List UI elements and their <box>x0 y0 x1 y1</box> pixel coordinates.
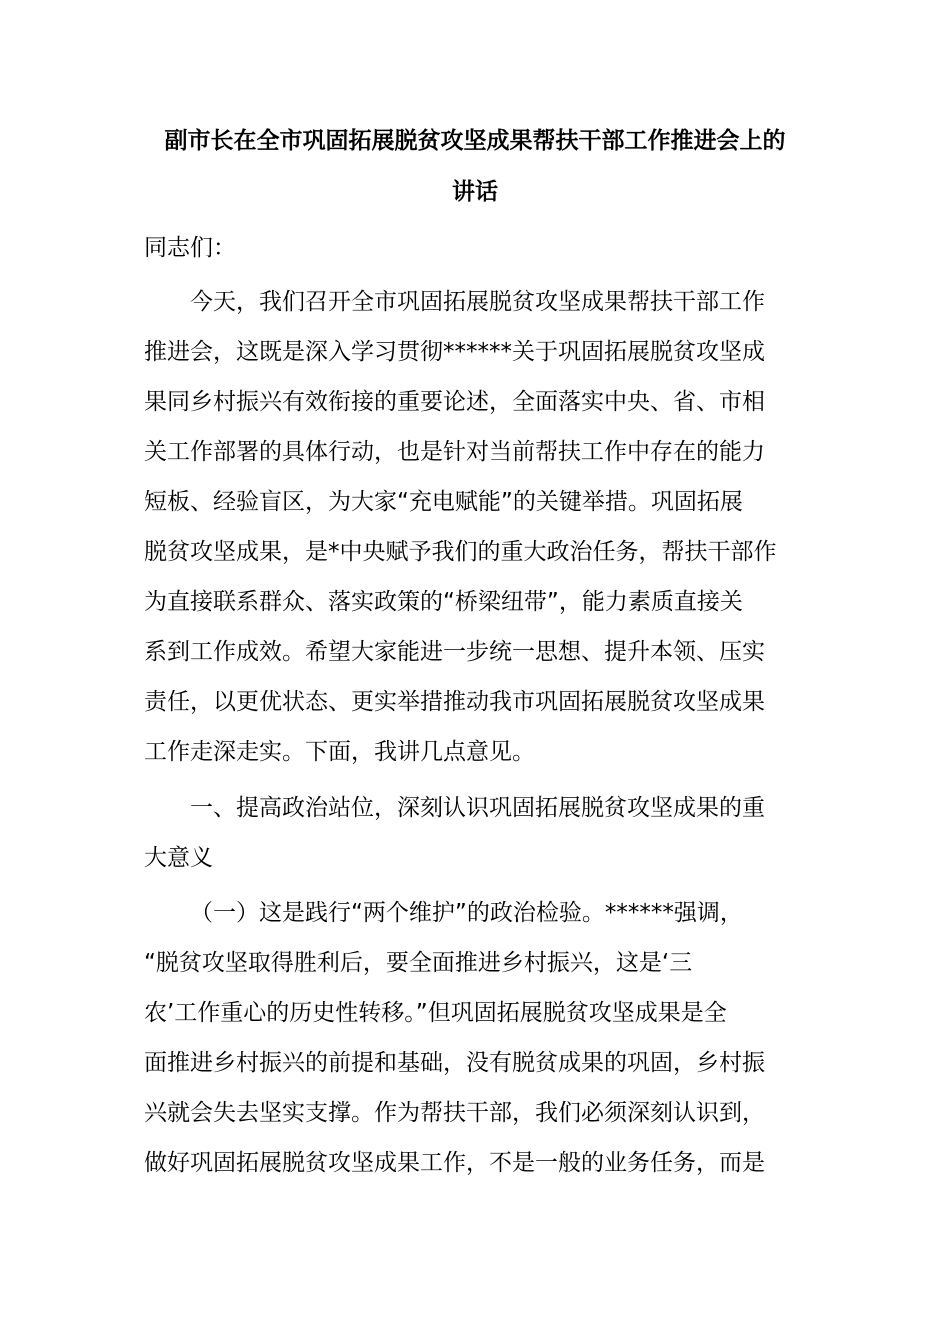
paragraph-2-line: “脱贫攻坚取得胜利后，要全面推进乡村振兴，这是‘三 <box>144 950 693 976</box>
salutation: 同志们： <box>144 235 236 261</box>
paragraph-2-line: 农’工作重心的历史性转移。”但巩固拓展脱贫攻坚成果是全 <box>144 1000 727 1026</box>
paragraph-1-line: 系到工作成效。希望大家能进一步统一思想、提升本领、压实 <box>144 639 765 665</box>
paragraph-1-line: 今天，我们召开全市巩固拓展脱贫攻坚成果帮扶干部工作 <box>190 289 765 315</box>
document-title-line-2: 讲话 <box>452 179 498 205</box>
paragraph-1-line: 关工作部署的具体行动，也是针对当前帮扶工作中存在的能力 <box>144 439 765 465</box>
paragraph-1-line: 工作走深走实。下面，我讲几点意见。 <box>144 739 535 765</box>
section-heading-1-line: 一、提高政治站位，深刻认识巩固拓展脱贫攻坚成果的重 <box>190 795 765 821</box>
paragraph-1-line: 短板、经验盲区，为大家“充电赋能”的关键举措。巩固拓展 <box>144 489 743 515</box>
paragraph-2-line: 兴就会失去坚实支撑。作为帮扶干部，我们必须深刻认识到， <box>144 1100 765 1126</box>
paragraph-2-line: （一）这是践行“两个维护”的政治检验。******强调， <box>190 900 743 926</box>
paragraph-2-line: 做好巩固拓展脱贫攻坚成果工作，不是一般的业务任务，而是 <box>144 1150 765 1176</box>
section-heading-1-line: 大意义 <box>144 845 213 871</box>
paragraph-1-line: 为直接联系群众、落实政策的“桥梁纽带”，能力素质直接关 <box>144 589 743 615</box>
document-title-line-1: 副市长在全市巩固拓展脱贫攻坚成果帮扶干部工作推进会上的 <box>164 128 786 154</box>
paragraph-1-line: 推进会，这既是深入学习贯彻******关于巩固拓展脱贫攻坚成 <box>144 339 765 365</box>
paragraph-1-line: 责任，以更优状态、更实举措推动我市巩固拓展脱贫攻坚成果 <box>144 689 765 715</box>
paragraph-2-line: 面推进乡村振兴的前提和基础，没有脱贫成果的巩固，乡村振 <box>144 1050 765 1076</box>
paragraph-1-line: 果同乡村振兴有效衔接的重要论述，全面落实中央、省、市相 <box>144 389 765 415</box>
paragraph-1-line: 脱贫攻坚成果，是*中央赋予我们的重大政治任务，帮扶干部作 <box>144 539 777 565</box>
